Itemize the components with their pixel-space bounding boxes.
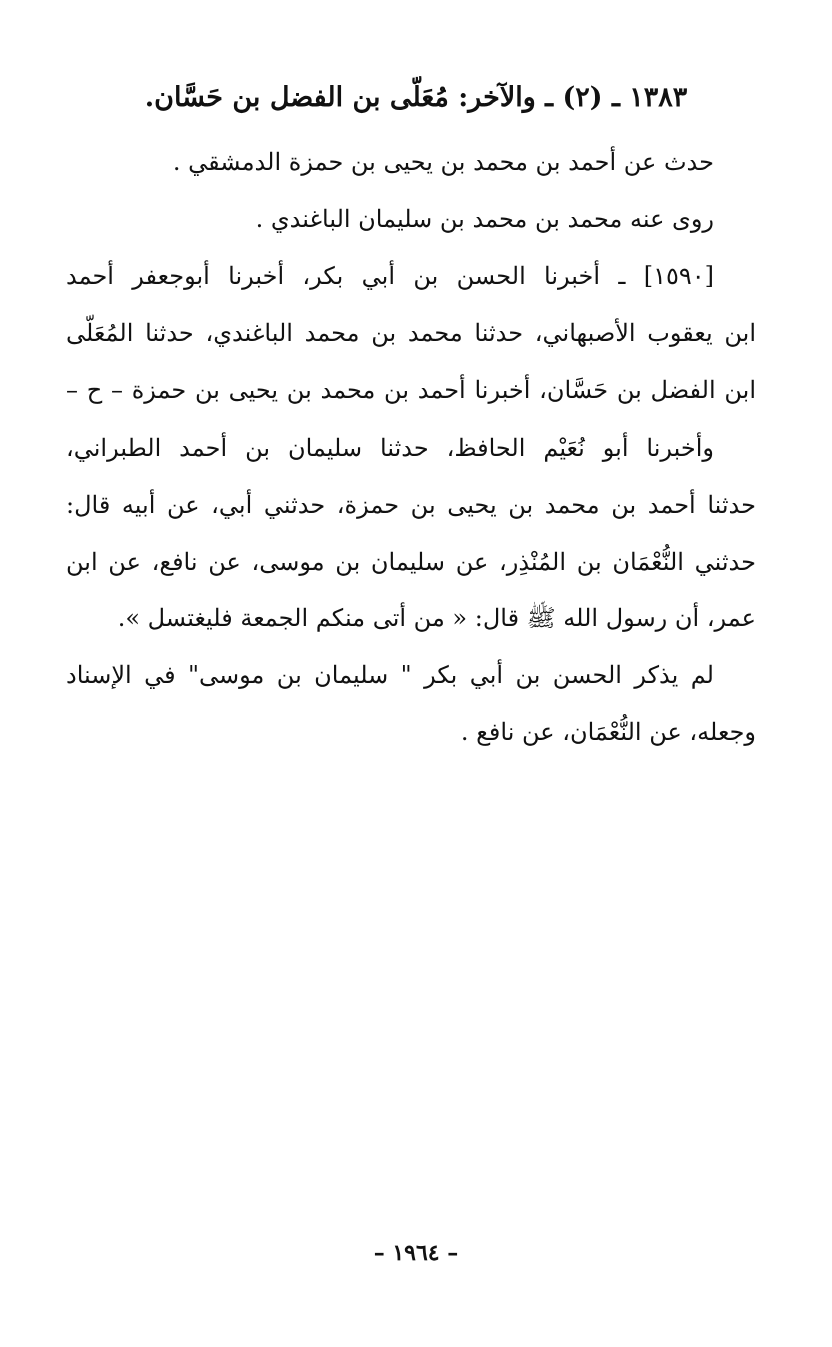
text-line-8: حدثني النُّعْمَان بن المُنْذِر، عن سليمان بن موسى، عن نافع، عن ابن [66, 548, 756, 576]
text-line-3: [١٥٩٠] ـ أخبرنا الحسن بن أبي بكر، أخبرنا أبوجعفر أحمد [66, 262, 714, 290]
entry-heading: ١٣٨٣ ـ (٢) ـ والآخر: مُعَلّى بن الفضل بن حَسَّان. [144, 82, 688, 113]
text-line-6: وأخبرنا أبو نُعَيْم الحافظ، حدثنا سليمان بن أحمد الطبراني، [66, 434, 714, 462]
text-line-11: وجعله، عن النُّعْمَان، عن نافع . [460, 718, 756, 746]
text-line-7: حدثنا أحمد بن محمد بن يحيى بن حمزة، حدثني أبي، عن أبيه قال: [66, 491, 756, 519]
text-line-9: عمر، أن رسول الله ﷺ قال: « من أتى منكم الجمعة فليغتسل ». [117, 604, 756, 632]
text-line-2: روى عنه محمد بن محمد بن سليمان الباغندي . [255, 205, 714, 233]
text-line-1: حدث عن أحمد بن محمد بن يحيى بن حمزة الدمشقي . [172, 148, 714, 176]
text-line-5: ابن الفضل بن حَسَّان، أخبرنا أحمد بن محمد بن يحيى بن حمزة – ح – [66, 376, 756, 404]
page-number: – ١٩٦٤ – [373, 1240, 459, 1266]
text-line-10: لم يذكر الحسن بن أبي بكر " سليمان بن موسى" في الإسناد [66, 661, 714, 689]
text-line-4: ابن يعقوب الأصبهاني، حدثنا محمد بن محمد الباغندي، حدثنا المُعَلّى [66, 319, 756, 347]
